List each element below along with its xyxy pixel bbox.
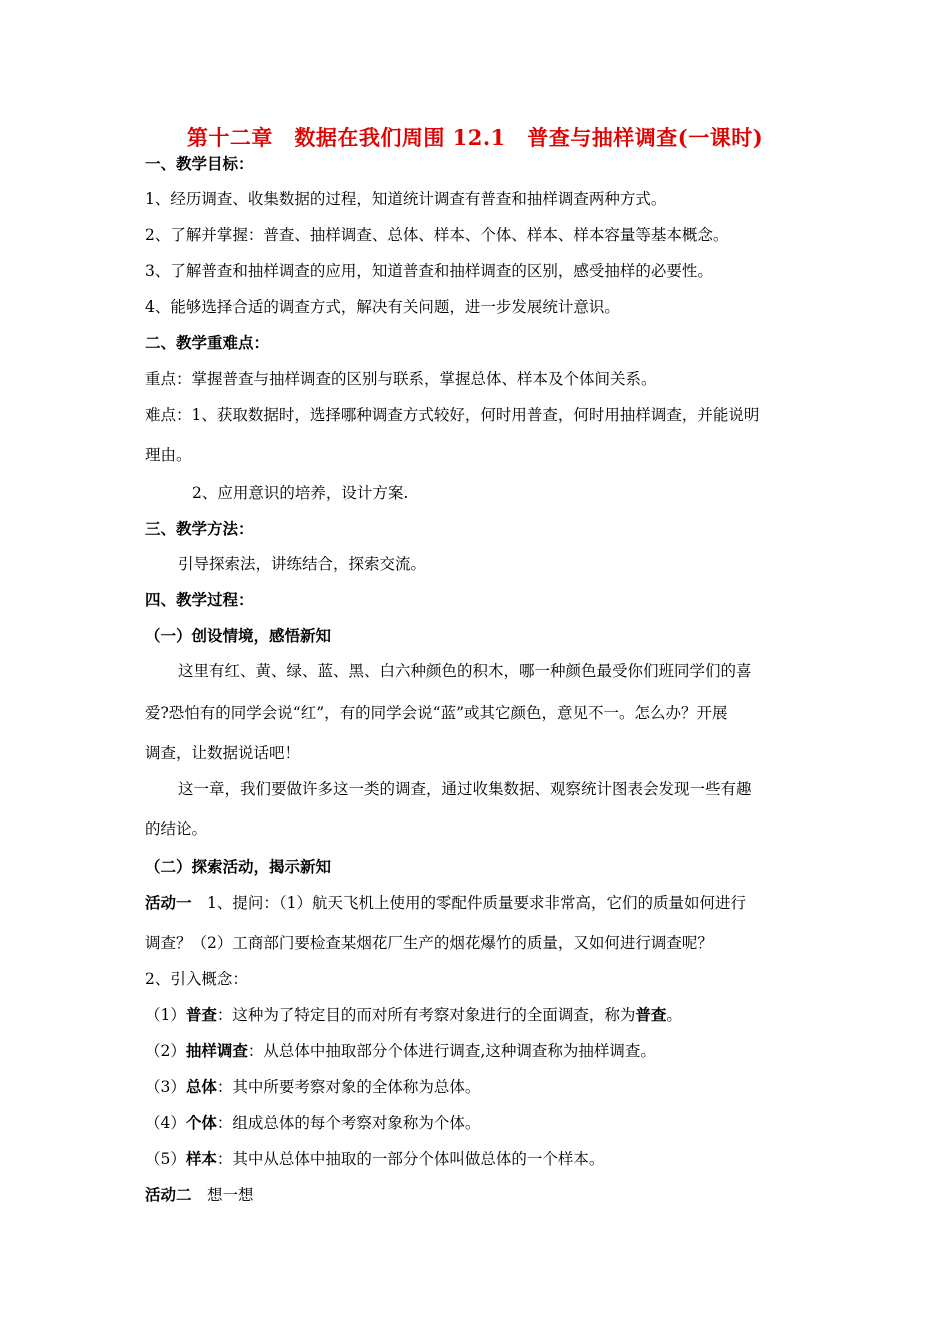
activity1-line: 调查？（2）工商部门要检查某烟花厂生产的烟花爆竹的质量，又如何进行调查呢？ — [145, 934, 713, 952]
concept-term: 个体 — [185, 1113, 217, 1132]
concept-text: ：从总体中抽取部分个体进行调查,这种调查称为抽样调查。 — [247, 1042, 656, 1060]
difficulty-heading: 二、教学重难点： — [145, 333, 270, 352]
paragraph-line: 爱?恐怕有的同学会说“红”，有的同学会说“蓝”或其它颜色，意见不一。怎么办？开展 — [145, 704, 728, 722]
concept-number: （5） — [145, 1150, 186, 1168]
hard-point-2: 2、应用意识的培养，设计方案. — [192, 484, 409, 502]
concept-text: ：这种为了特定目的而对所有考察对象进行的全面调查，称为 — [216, 1006, 636, 1024]
concept-item — [145, 1076, 480, 1098]
hard-point-line: 理由。 — [145, 446, 192, 464]
objective-item: 3、了解普查和抽样调查的应用，知道普查和抽样调查的区别，感受抽样的必要性。 — [145, 262, 713, 280]
concept-item — [145, 1148, 604, 1170]
concept-number: （2） — [145, 1042, 186, 1060]
objectives-heading: 一、教学目标： — [145, 154, 254, 173]
objective-item: 4、能够选择合适的调查方式，解决有关问题，进一步发展统计意识。 — [145, 298, 620, 316]
concept-text: ：其中从总体中抽取的一部分个体叫做总体的一个样本。 — [216, 1150, 605, 1168]
paragraph-line: 这里有红、黄、绿、蓝、黑、白六种颜色的积木，哪一种颜色最受你们班同学们的喜 — [178, 662, 752, 680]
page-title: 第十二章 数据在我们周围 12.1 普查与抽样调查(一课时) — [186, 125, 764, 150]
concept-term: 样本 — [185, 1149, 217, 1168]
method-heading: 三、教学方法： — [145, 519, 254, 538]
concept-item — [145, 1112, 480, 1134]
paragraph-line: 这一章，我们要做许多这一类的调查，通过收集数据、观察统计图表会发现一些有趣 — [178, 780, 752, 798]
activity1-label: 活动一 — [145, 893, 192, 912]
process-heading: 四、教学过程： — [145, 590, 254, 609]
concepts-heading: 2、引入概念： — [145, 970, 248, 988]
objective-item: 2、了解并掌握：普查、抽样调查、总体、样本、个体、样本、样本容量等基本概念。 — [145, 226, 729, 244]
concept-term: 抽样调查 — [185, 1041, 248, 1060]
key-point: 重点：掌握普查与抽样调查的区别与联系，掌握总体、样本及个体间关系。 — [145, 370, 657, 388]
concept-number: （1） — [145, 1006, 186, 1024]
part2-heading: （二）探索活动，揭示新知 — [145, 857, 332, 876]
activity2-text: 想一想 — [191, 1186, 254, 1204]
part1-heading: （一）创设情境，感悟新知 — [145, 626, 332, 645]
activity1-text: 1、提问：（1）航天飞机上使用的零配件质量要求非常高，它们的质量如何进行 — [191, 894, 746, 912]
activity1-line — [145, 892, 746, 914]
paragraph-line: 的结论。 — [145, 820, 208, 838]
activity2-line — [145, 1184, 254, 1206]
concept-text: ：其中所要考察对象的全体称为总体。 — [216, 1078, 481, 1096]
paragraph-line: 调查，让数据说话吧！ — [145, 744, 301, 762]
concept-item — [145, 1004, 682, 1026]
concept-term: 普查 — [635, 1005, 667, 1024]
method-text: 引导探索法，讲练结合，探索交流。 — [178, 555, 427, 573]
concept-number: （4） — [145, 1114, 186, 1132]
concept-number: （3） — [145, 1078, 186, 1096]
concept-text: ：组成总体的每个考察对象称为个体。 — [216, 1114, 481, 1132]
concept-term: 普查 — [185, 1005, 217, 1024]
objective-item: 1、经历调查、收集数据的过程，知道统计调查有普查和抽样调查两种方式。 — [145, 190, 667, 208]
concept-item — [145, 1040, 656, 1062]
activity2-label: 活动二 — [145, 1185, 192, 1204]
concept-tail: 。 — [666, 1006, 682, 1024]
concept-term: 总体 — [185, 1077, 217, 1096]
hard-point-line: 难点：1、获取数据时，选择哪种调查方式较好，何时用普查，何时用抽样调查，并能说明 — [145, 406, 760, 424]
